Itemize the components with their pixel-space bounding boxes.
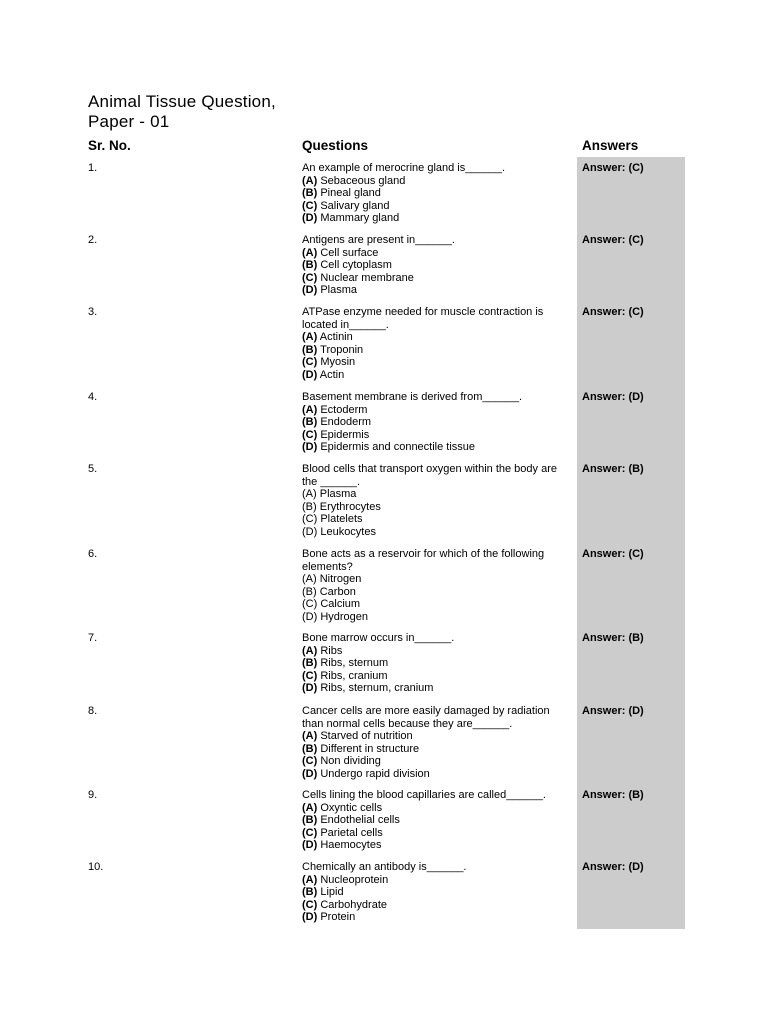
option-text: Protein	[317, 911, 356, 924]
answer-option	[302, 743, 574, 756]
serial-number: 4.	[88, 391, 98, 403]
option-text: Different in structure	[317, 742, 420, 755]
option-text: Cell cytoplasm	[317, 259, 392, 272]
answer-option	[302, 356, 574, 369]
option-letter: (A)	[302, 246, 318, 259]
answer-option	[302, 200, 574, 213]
answer-option	[302, 730, 574, 743]
question-cell	[302, 463, 574, 539]
option-letter: (A)	[302, 573, 317, 586]
question-cell	[302, 548, 574, 624]
option-text: Undergo rapid division	[317, 767, 430, 780]
option-letter: (B)	[302, 814, 318, 827]
option-text: Troponin	[317, 343, 364, 356]
answer-cell: Answer: (B)	[582, 789, 644, 801]
question-text: Cancer cells are more easily damaged by radiation than normal cells because they are______.	[302, 705, 550, 730]
option-text: Ribs	[317, 644, 343, 657]
answer-option	[302, 814, 574, 827]
answer-option	[302, 272, 574, 285]
answer-option	[302, 404, 574, 417]
option-text: Ribs, sternum, cranium	[317, 682, 434, 695]
answer-option	[302, 645, 574, 658]
option-letter: (A)	[302, 403, 318, 416]
answer-option	[302, 755, 574, 768]
option-letter: (A)	[302, 730, 318, 743]
option-text: Starved of nutrition	[317, 730, 413, 743]
answer-option	[302, 657, 574, 670]
option-text: Non dividing	[317, 755, 381, 768]
option-text: Cell surface	[317, 246, 379, 259]
answer-option	[302, 839, 574, 852]
option-letter: (D)	[302, 368, 318, 381]
question-cell	[302, 789, 574, 852]
option-text: Ribs, cranium	[317, 669, 388, 682]
option-letter: (B)	[302, 886, 318, 899]
answer-option	[302, 768, 574, 781]
option-text: Sebaceous gland	[317, 174, 406, 187]
serial-number: 10.	[88, 861, 104, 873]
option-letter: (C)	[302, 271, 318, 284]
answer-cell: Answer: (D)	[582, 705, 644, 717]
option-letter: (A)	[302, 644, 318, 657]
option-letter: (D)	[302, 839, 318, 852]
answer-cell: Answer: (B)	[582, 463, 644, 475]
option-text: Carbon	[316, 585, 356, 598]
serial-number: 5.	[88, 463, 98, 475]
option-text: Plasma	[316, 488, 357, 501]
question-text: ATPase enzyme needed for muscle contraction is located in______.	[302, 306, 544, 331]
option-letter: (A)	[302, 873, 318, 886]
option-letter: (C)	[302, 356, 318, 369]
option-text: Lipid	[317, 886, 344, 899]
question-cell	[302, 861, 574, 924]
option-text: Calcium	[317, 598, 361, 611]
answer-option	[302, 369, 574, 382]
answer-option	[302, 670, 574, 683]
answer-cell: Answer: (C)	[582, 162, 644, 174]
question-text: Bone acts as a reservoir for which of the following elements?	[302, 548, 545, 573]
serial-number: 9.	[88, 789, 98, 801]
question-text: Chemically an antibody is______.	[302, 861, 467, 873]
question-cell	[302, 391, 574, 454]
option-letter: (C)	[302, 199, 318, 212]
option-letter: (A)	[302, 801, 318, 814]
option-letter: (D)	[302, 525, 318, 538]
question-cell	[302, 705, 574, 781]
answer-option	[302, 175, 574, 188]
option-letter: (C)	[302, 428, 318, 441]
option-letter: (D)	[302, 911, 318, 924]
option-letter: (B)	[302, 742, 318, 755]
option-letter: (B)	[302, 416, 318, 429]
page-title	[88, 92, 276, 132]
sr-no-header: Sr. No.	[88, 138, 131, 153]
option-letter: (C)	[302, 755, 318, 768]
option-text: Myosin	[317, 356, 356, 369]
answer-cell: Answer: (C)	[582, 234, 644, 246]
option-text: Ribs, sternum	[317, 657, 389, 670]
answer-cell: Answer: (C)	[582, 306, 644, 318]
answer-column-background	[577, 157, 685, 929]
option-letter: (B)	[302, 500, 317, 513]
option-text: Actin	[317, 368, 345, 381]
answer-option	[302, 187, 574, 200]
question-cell	[302, 632, 574, 695]
option-letter: (A)	[302, 488, 317, 501]
answer-cell: Answer: (D)	[582, 861, 644, 873]
option-text: Hydrogen	[317, 610, 369, 623]
answer-option	[302, 247, 574, 260]
question-text: Basement membrane is derived from______.	[302, 391, 523, 403]
answer-option	[302, 611, 574, 624]
option-letter: (D)	[302, 682, 318, 695]
option-letter: (A)	[302, 174, 318, 187]
answer-option	[302, 212, 574, 225]
answer-cell: Answer: (D)	[582, 391, 644, 403]
serial-number: 1.	[88, 162, 98, 174]
title-line-1: Animal Tissue Question,	[88, 92, 276, 111]
answer-option	[302, 429, 574, 442]
answer-option	[302, 501, 574, 514]
answer-cell: Answer: (C)	[582, 548, 644, 560]
option-text: Plasma	[317, 284, 358, 297]
option-letter: (C)	[302, 826, 318, 839]
serial-number: 6.	[88, 548, 98, 560]
option-text: Oxyntic cells	[317, 801, 383, 814]
question-text: Antigens are present in______.	[302, 234, 455, 246]
option-letter: (B)	[302, 343, 318, 356]
option-text: Carbohydrate	[317, 898, 387, 911]
option-text: Ectoderm	[317, 403, 368, 416]
option-text: Endothelial cells	[317, 814, 400, 827]
answer-option	[302, 344, 574, 357]
option-letter: (B)	[302, 259, 318, 272]
option-text: Epidermis	[317, 428, 370, 441]
question-text: Blood cells that transport oxygen within the body are the ______.	[302, 463, 557, 488]
option-text: Nitrogen	[316, 573, 362, 586]
option-text: Haemocytes	[317, 839, 382, 852]
answer-option	[302, 416, 574, 429]
answer-option	[302, 513, 574, 526]
option-text: Leukocytes	[317, 525, 376, 538]
answer-option	[302, 886, 574, 899]
answer-option	[302, 488, 574, 501]
option-letter: (D)	[302, 767, 318, 780]
option-text: Nuclear membrane	[317, 271, 414, 284]
question-cell	[302, 162, 574, 225]
question-text: An example of merocrine gland is______.	[302, 162, 506, 174]
option-letter: (C)	[302, 598, 318, 611]
answer-option	[302, 899, 574, 912]
option-letter: (B)	[302, 585, 317, 598]
option-letter: (D)	[302, 610, 318, 623]
option-text: Actinin	[317, 331, 353, 344]
option-text: Salivary gland	[317, 199, 390, 212]
answer-option	[302, 911, 574, 924]
answer-option	[302, 586, 574, 599]
option-letter: (A)	[302, 331, 318, 344]
option-letter: (C)	[302, 898, 318, 911]
serial-number: 2.	[88, 234, 98, 246]
answer-option	[302, 441, 574, 454]
answer-option	[302, 259, 574, 272]
questions-header: Questions	[302, 138, 369, 153]
answer-option	[302, 284, 574, 297]
option-letter: (C)	[302, 513, 318, 526]
option-letter: (D)	[302, 212, 318, 225]
option-letter: (D)	[302, 284, 318, 297]
option-text: Erythrocytes	[316, 500, 381, 513]
answer-cell: Answer: (B)	[582, 632, 644, 644]
answer-option	[302, 598, 574, 611]
answer-option	[302, 526, 574, 539]
question-text: Bone marrow occurs in______.	[302, 632, 455, 644]
answer-option	[302, 827, 574, 840]
option-letter: (D)	[302, 441, 318, 454]
answer-option	[302, 874, 574, 887]
answer-option	[302, 573, 574, 586]
serial-number: 7.	[88, 632, 98, 644]
option-text: Mammary gland	[317, 212, 400, 225]
option-text: Parietal cells	[317, 826, 383, 839]
answer-option	[302, 331, 574, 344]
question-cell	[302, 234, 574, 297]
serial-number: 8.	[88, 705, 98, 717]
option-text: Endoderm	[317, 416, 372, 429]
question-cell	[302, 306, 574, 382]
option-text: Pineal gland	[317, 187, 381, 200]
question-text: Cells lining the blood capillaries are called______.	[302, 789, 546, 801]
option-letter: (B)	[302, 657, 318, 670]
option-letter: (C)	[302, 669, 318, 682]
answers-header: Answers	[582, 138, 639, 153]
answer-option	[302, 682, 574, 695]
title-line-2: Paper - 01	[88, 112, 170, 131]
option-text: Platelets	[317, 513, 363, 526]
serial-number: 3.	[88, 306, 98, 318]
answer-option	[302, 802, 574, 815]
option-text: Epidermis and connectile tissue	[317, 441, 476, 454]
option-text: Nucleoprotein	[317, 873, 389, 886]
option-letter: (B)	[302, 187, 318, 200]
